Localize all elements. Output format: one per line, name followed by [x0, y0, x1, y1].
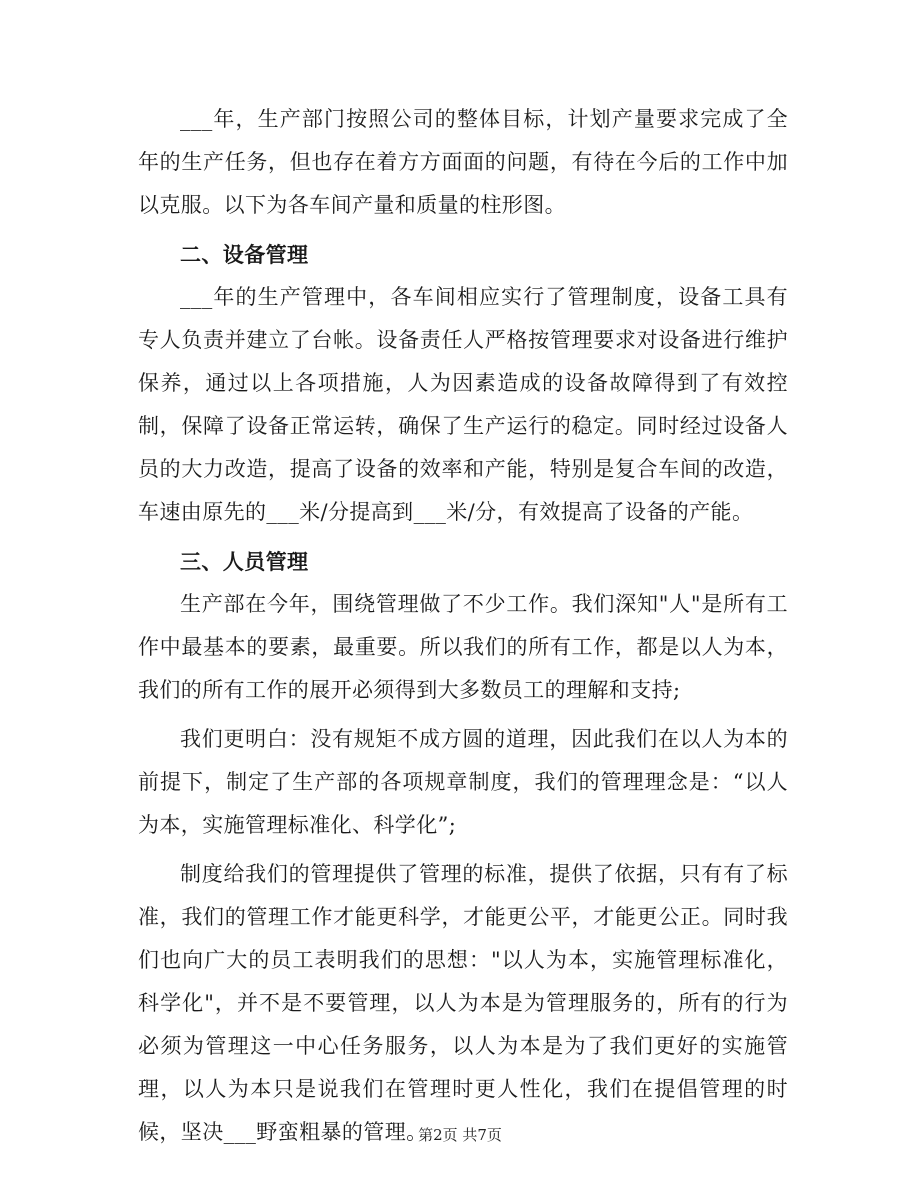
- personnel-paragraph-1: 生产部在今年，围绕管理做了不少工作。我们深知"人"是所有工作中最基本的要素，最重要。所以我们的所有工作，都是以人为本，我们的所有工作的展开必须得到大多数员工的理解和支持;: [138, 592, 788, 702]
- section-heading-equipment: 二、设备管理: [180, 242, 309, 267]
- personnel-paragraph-3: 制度给我们的管理提供了管理的标准，提供了依据，只有有了标准，我们的管理工作才能更科学，才能更公平，才能更公正。同时我们也向广大的员工表明我们的思想："以人为本，实施管理标准化，科学化"，并不是不要管理，以人为本是为管理服务的，所有的行为必须为管理这一中心任务服务，以人为本是为了我们更好的实施管理，以人为本只是说我们在管理时更人性化，我们在提倡管理的时候，坚决___野蛮粗暴的管理。: [138, 862, 788, 1144]
- document-body: [138, 98, 788, 1154]
- section-heading-personnel: 三、人员管理: [180, 549, 309, 574]
- intro-paragraph: ___年，生产部门按照公司的整体目标，计划产量要求完成了全年的生产任务，但也存在着方方面面的问题，有待在今后的工作中加以克服。以下为各车间产量和质量的柱形图。: [138, 107, 788, 217]
- equipment-paragraph: ___年的生产管理中，各车间相应实行了管理制度，设备工具有专人负责并建立了台帐。设备责任人严格按管理要求对设备进行维护保养，通过以上各项措施，人为因素造成的设备故障得到了有效控制，保障了设备正常运转，确保了生产运行的稳定。同时经过设备人员的大力改造，提高了设备的效率和产能，特别是复合车间的改造，车速由原先的___米/分提高到___米/分，有效提高了设备的产能。: [138, 285, 788, 524]
- page-number-footer: 第2页 共7页: [418, 1126, 502, 1144]
- personnel-paragraph-2: 我们更明白：没有规矩不成方圆的道理，因此我们在以人为本的前提下，制定了生产部的各项规章制度，我们的管理理念是：“以人为本，实施管理标准化、科学化”;: [138, 727, 788, 837]
